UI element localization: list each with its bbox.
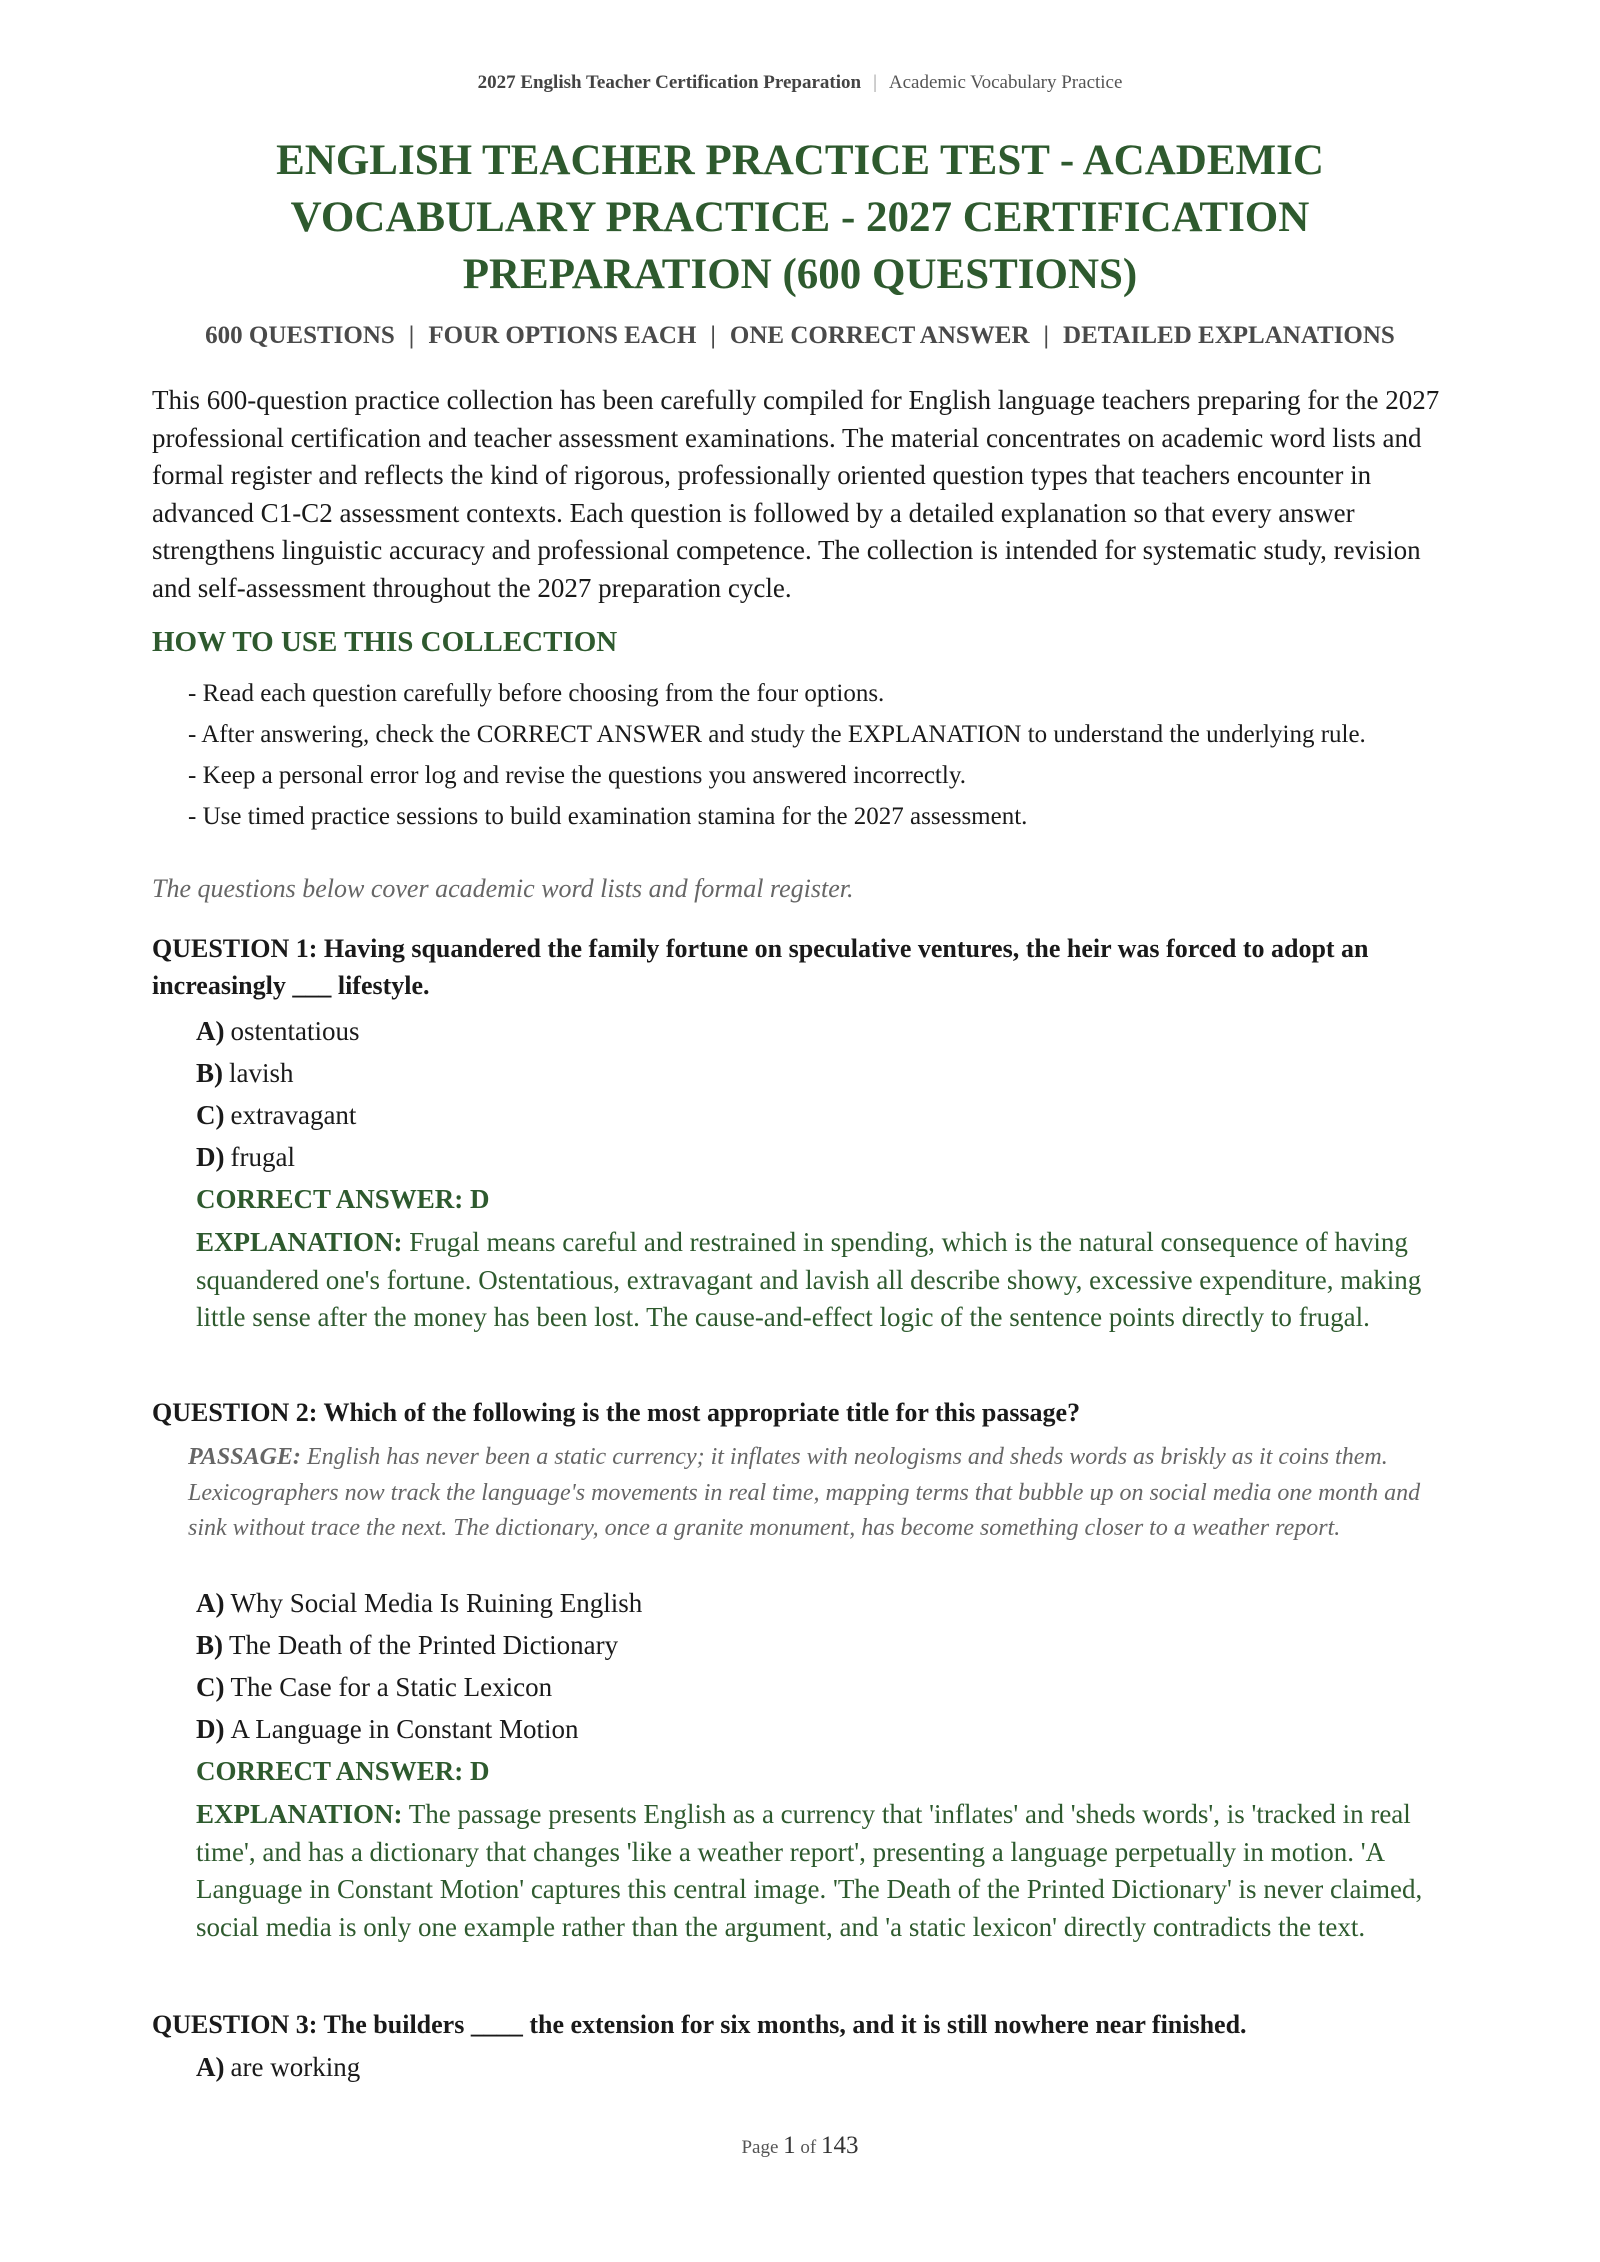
option-letter: A) <box>196 2052 225 2082</box>
option-letter: C) <box>196 1672 225 1702</box>
list-item: - Read each question carefully before choosing from the four options. <box>188 680 885 707</box>
question-2-option-b[interactable] <box>196 1630 618 1661</box>
question-1-correct-answer: CORRECT ANSWER: D <box>196 1184 490 1214</box>
question-text: Which of the following is the most appropriate title for this passage? <box>323 1398 1081 1427</box>
intro-paragraph: This 600-question practice collection has been carefully compiled for English language teachers preparing for the 2027 professional certification and teacher assessment examinations. The material concentrates on academic word lists and formal register and reflects the kind of rigorous, professionally oriented question types that teachers encounter in advanced C1-C2 assessment contexts. Each question is followed by a detailed explanation so that every answer strengthens linguistic accuracy and professional competence. The collection is intended for systematic study, revision and self-assessment throughout the 2027 preparation cycle. <box>152 385 1440 603</box>
question-2-option-a[interactable] <box>196 1588 642 1619</box>
question-text: Having squandered the family fortune on speculative ventures, the heir was forced to adopt an increasingly ___ lifestyle. <box>152 934 1369 1000</box>
question-3-prompt <box>152 2006 1448 2043</box>
question-2-explanation <box>196 1796 1436 1946</box>
question-2-option-c[interactable] <box>196 1672 552 1703</box>
question-2-prompt <box>152 1394 1448 1431</box>
question-label: QUESTION 2: <box>152 1398 318 1427</box>
explanation-text: The passage presents English as a currency that 'inflates' and 'sheds words', is 'tracked in real time', and has a dictionary that changes 'like a weather report', presenting a language perpetually in motion. 'A Language in Constant Motion' captures this central image. 'The Death of the Printed Dictionary' is never claimed, social media is only one example rather than the argument, and 'a static lexicon' directly contradicts the text. <box>196 1799 1423 1942</box>
subtitle-item: 600 QUESTIONS <box>205 322 395 349</box>
question-label: QUESTION 1: <box>152 934 318 963</box>
page-number: 1 <box>783 2132 796 2159</box>
subtitle-separator: | <box>710 322 716 349</box>
question-2-option-d[interactable] <box>196 1714 578 1745</box>
option-letter: D) <box>196 1142 225 1172</box>
option-text: The Case for a Static Lexicon <box>230 1672 553 1702</box>
explanation-label: EXPLANATION: <box>196 1799 403 1829</box>
question-1-option-d[interactable] <box>196 1142 295 1173</box>
passage-label: PASSAGE: <box>188 1444 301 1470</box>
question-2-correct-answer: CORRECT ANSWER: D <box>196 1756 490 1786</box>
option-text: extravagant <box>230 1100 357 1130</box>
subtitle-separator: | <box>408 322 415 349</box>
option-text: A Language in Constant Motion <box>230 1714 579 1744</box>
question-label: QUESTION 3: <box>152 2010 318 2039</box>
option-letter: C) <box>196 1100 225 1130</box>
question-1-option-a[interactable] <box>196 1016 360 1047</box>
option-letter: B) <box>196 1058 223 1088</box>
running-header <box>0 72 1600 94</box>
option-letter: B) <box>196 1630 223 1660</box>
question-text: The builders ____ the extension for six months, and it is still nowhere near finished. <box>323 2010 1247 2039</box>
question-1-explanation <box>196 1224 1436 1337</box>
option-letter: A) <box>196 1016 225 1046</box>
passage-text: English has never been a static currency; it inflates with neologisms and sheds words as briskly as it coins them. Lexicographers now track the language's movements in real time, mapping terms that bubble up on social media one month and sink without trace the next. The dictionary, once a granite monument, has become something closer to a weather report. <box>188 1444 1421 1541</box>
header-separator: | <box>873 72 877 93</box>
of-word: of <box>800 2137 817 2158</box>
document-subtitle <box>120 322 1480 350</box>
subtitle-item: ONE CORRECT ANSWER <box>729 322 1030 349</box>
option-text: Why Social Media Is Ruining English <box>230 1588 643 1618</box>
document-title: ENGLISH TEACHER PRACTICE TEST - ACADEMIC VOCABULARY PRACTICE - 2027 CERTIFICATION PREPARATION (600 QUESTIONS) <box>276 137 1324 298</box>
page-footer <box>0 2132 1600 2160</box>
question-1-prompt <box>152 930 1448 1004</box>
explanation-text: Frugal means careful and restrained in spending, which is the natural consequence of having squandered one's fortune. Ostentatious, extravagant and lavish all describe showy, excessive expenditure, making little sense after the money has been lost. The cause-and-effect logic of the sentence points directly to frugal. <box>196 1227 1422 1332</box>
option-text: are working <box>230 2052 361 2082</box>
list-item: - Use timed practice sessions to build examination stamina for the 2027 assessment. <box>188 803 1028 830</box>
option-text: lavish <box>229 1058 294 1088</box>
header-left-text: 2027 English Teacher Certification Preparation <box>477 72 862 93</box>
header-right-text: Academic Vocabulary Practice <box>888 72 1123 93</box>
question-1-option-c[interactable] <box>196 1100 356 1131</box>
option-letter: D) <box>196 1714 225 1744</box>
question-1-option-b[interactable] <box>196 1058 294 1089</box>
subtitle-separator: | <box>1043 322 1050 349</box>
how-to-use-heading: HOW TO USE THIS COLLECTION <box>152 626 618 658</box>
option-letter: A) <box>196 1588 225 1618</box>
explanation-label: EXPLANATION: <box>196 1227 403 1257</box>
section-note: The questions below cover academic word lists and formal register. <box>152 874 854 903</box>
option-text: frugal <box>230 1142 295 1172</box>
subtitle-item: DETAILED EXPLANATIONS <box>1063 322 1395 349</box>
how-to-use-list <box>188 676 1448 840</box>
option-text: ostentatious <box>230 1016 360 1046</box>
total-pages: 143 <box>821 2132 859 2159</box>
page-word: Page <box>741 2137 779 2158</box>
list-item: - Keep a personal error log and revise the questions you answered incorrectly. <box>188 762 966 789</box>
question-2-passage <box>188 1440 1438 1547</box>
option-text: The Death of the Printed Dictionary <box>229 1630 619 1660</box>
subtitle-item: FOUR OPTIONS EACH <box>428 322 697 349</box>
list-item: - After answering, check the CORRECT ANSWER and study the EXPLANATION to understand the underlying rule. <box>188 721 1366 748</box>
question-3-option-a[interactable] <box>196 2052 360 2083</box>
